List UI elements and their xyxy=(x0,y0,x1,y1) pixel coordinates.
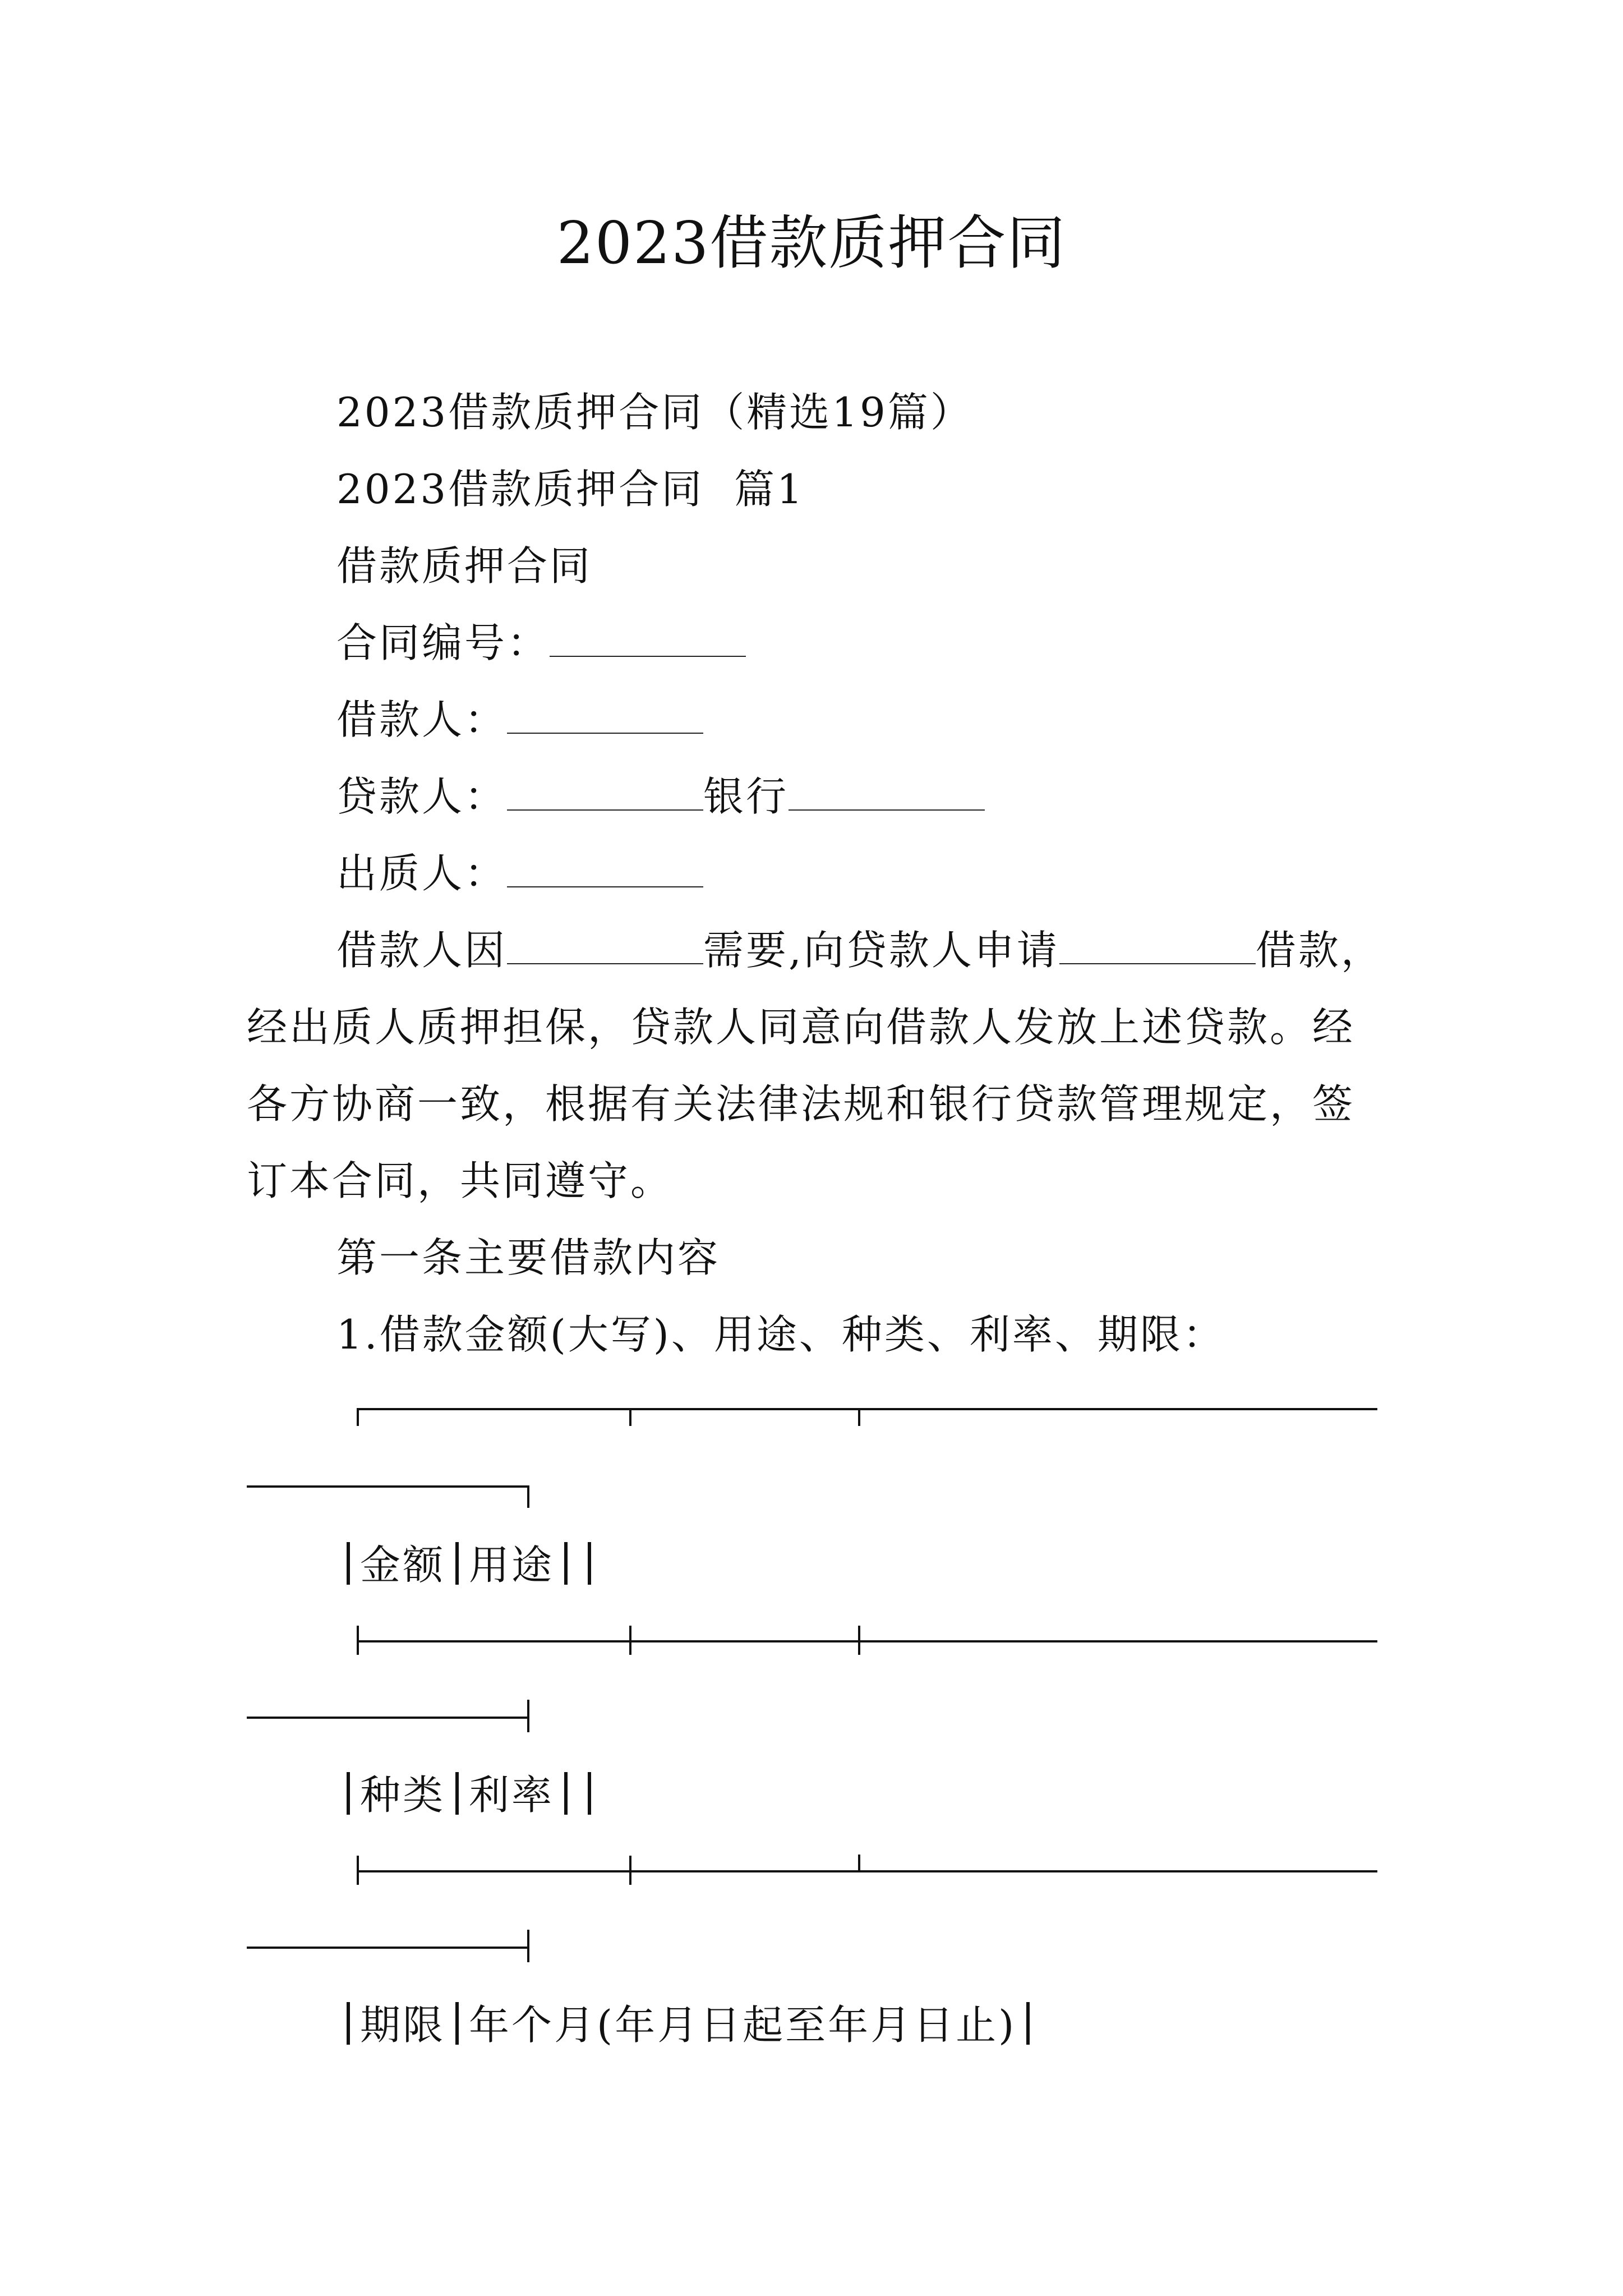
lender-blank xyxy=(507,775,703,811)
table-cell-term: 期限 xyxy=(360,2001,446,2049)
table-cell-rate: 利率 xyxy=(469,1772,555,1819)
borrower-row xyxy=(336,689,703,751)
pledgor-label: 出质人： xyxy=(336,850,508,897)
paragraph-line-2: 经出质人质押担保，贷款人同意向借款人发放上述贷款。经 xyxy=(247,1004,1355,1051)
pledgor-row xyxy=(336,843,703,904)
paragraph-line-3: 各方协商一致，根据有关法律法规和银行贷款管理规定，签 xyxy=(247,1080,1355,1128)
table-row-amount-usage xyxy=(336,1534,601,1596)
table-cell-type: 种类 xyxy=(360,1772,446,1819)
paragraph-line-1 xyxy=(336,919,1384,981)
section-heading: 2023借款质押合同 篇1 xyxy=(336,466,805,513)
pledgor-blank xyxy=(507,852,703,887)
contract-number-label: 合同编号： xyxy=(336,619,550,666)
contract-name: 借款质押合同 xyxy=(336,542,593,590)
bank-label: 银行 xyxy=(703,773,789,820)
table-cell-usage: 用途 xyxy=(469,1542,555,1589)
table-row-type-rate xyxy=(336,1764,601,1826)
document-subtitle: 2023借款质押合同（精选19篇） xyxy=(336,389,973,436)
borrower-blank xyxy=(507,698,703,734)
table-cell-term-value: 年个月(年月日起至年月日止) xyxy=(469,2001,1017,2049)
amount-blank xyxy=(1059,928,1256,964)
paragraph-text-b: 需要,向贷款人申请 xyxy=(703,927,1059,974)
paragraph-line-4: 订本合同，共同遵守。 xyxy=(247,1157,674,1204)
table-row-term xyxy=(336,1994,1040,2056)
paragraph-text-a: 借款人因 xyxy=(336,927,508,974)
page-title: 2023借款质押合同 xyxy=(556,209,1067,277)
table-cell-amount: 金额 xyxy=(360,1542,446,1589)
lender-label: 贷款人： xyxy=(336,773,508,820)
bank-blank xyxy=(789,775,985,811)
article-1-heading: 第一条主要借款内容 xyxy=(336,1234,721,1281)
contract-number-blank xyxy=(550,621,746,657)
paragraph-text-c: 借款， xyxy=(1255,927,1384,974)
item-1: 1.借款金额(大写)、用途、种类、利率、期限： xyxy=(336,1311,1225,1358)
borrower-label: 借款人： xyxy=(336,696,508,743)
contract-number-row xyxy=(336,612,746,674)
lender-row xyxy=(336,766,985,827)
purpose-blank xyxy=(507,928,703,964)
